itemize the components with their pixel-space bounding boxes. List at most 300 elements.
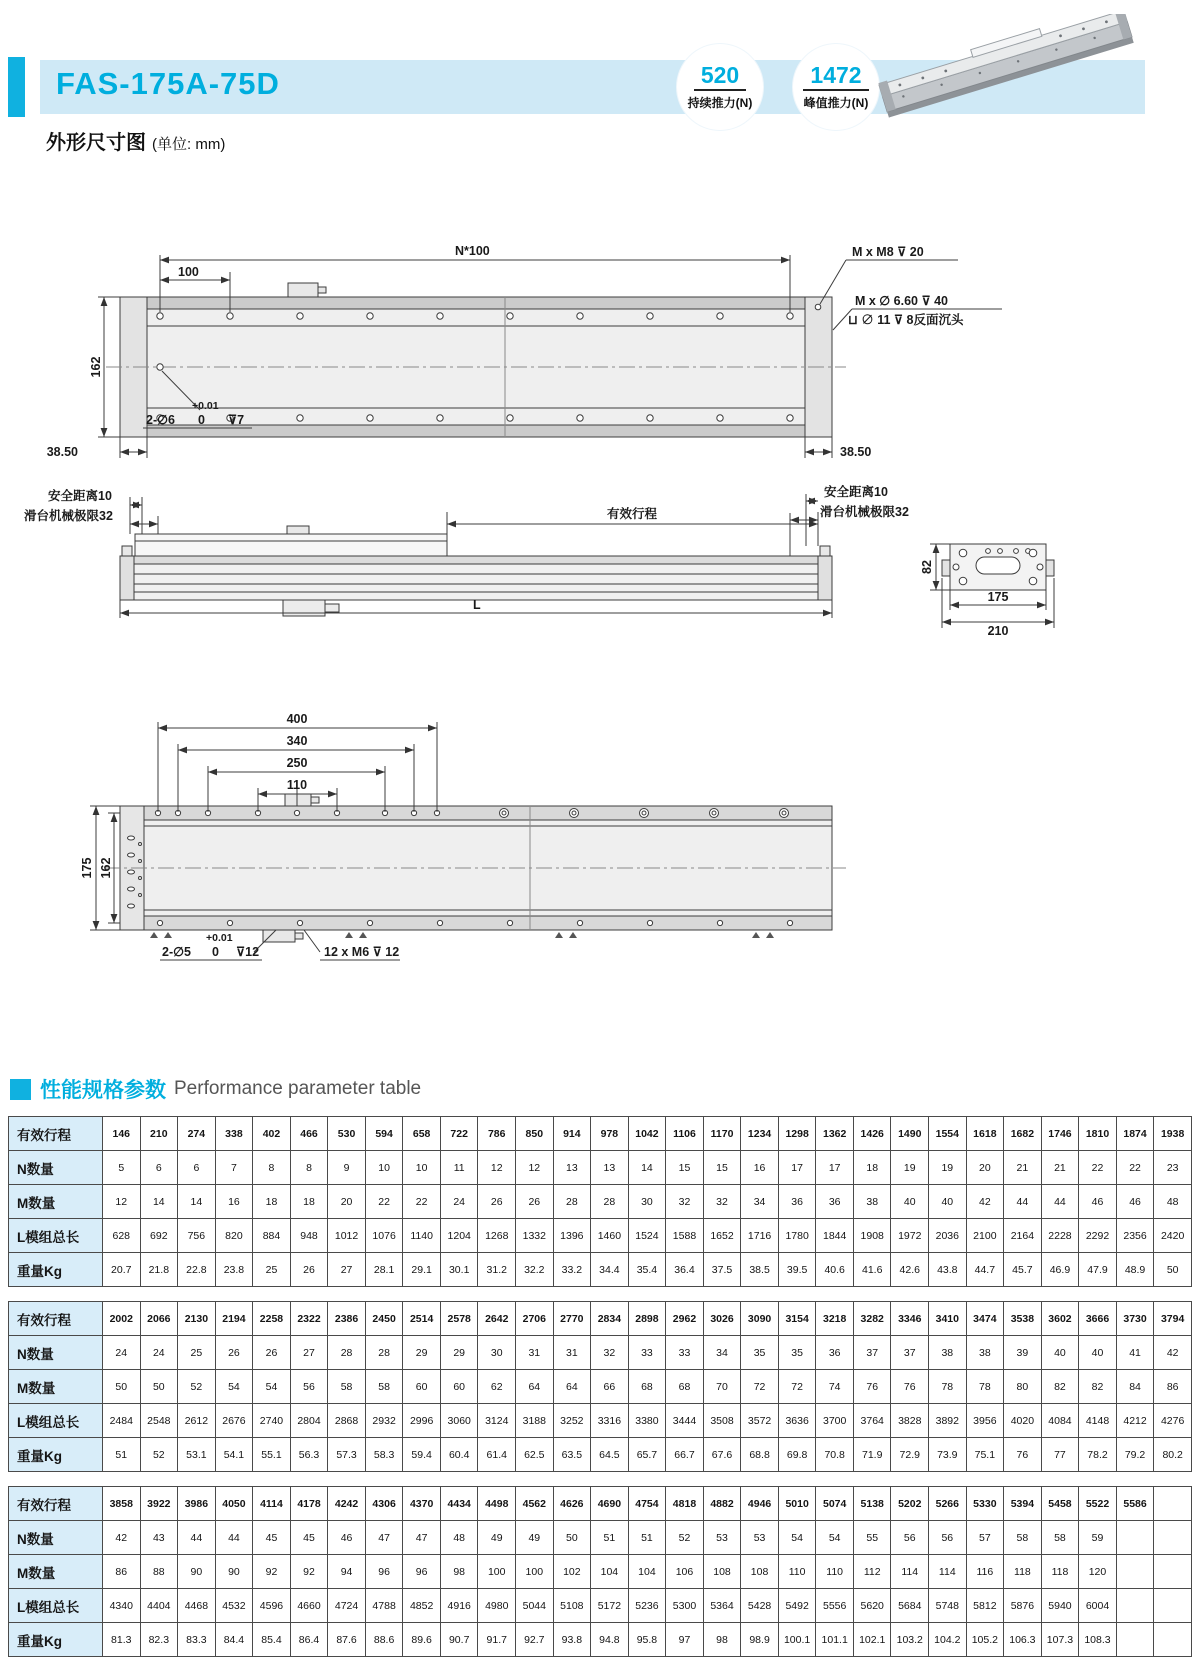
drawing-side-view	[24, 484, 1054, 638]
row-label: L模组总长	[9, 1219, 103, 1253]
cell: 47	[365, 1521, 403, 1555]
cell: 120	[1079, 1555, 1117, 1589]
stroke-value: 1810	[1079, 1117, 1117, 1151]
stroke-value: 3602	[1041, 1302, 1079, 1336]
cell: 106.3	[1004, 1623, 1042, 1657]
cell: 42	[1154, 1336, 1192, 1370]
drawing-top-view	[47, 244, 1002, 459]
dim-162-label: 162	[89, 356, 103, 378]
cell	[1154, 1589, 1192, 1623]
performance-table-1	[8, 1116, 1192, 1287]
stroke-value: 3410	[929, 1302, 967, 1336]
stroke-value: 3730	[1116, 1302, 1154, 1336]
cell: 35	[778, 1336, 816, 1370]
cell: 118	[1041, 1555, 1079, 1589]
stroke-value: 4306	[365, 1487, 403, 1521]
mech-limit-left-label: 滑台机械极限32	[24, 509, 113, 523]
cell: 3572	[741, 1404, 779, 1438]
cell: 68	[628, 1370, 666, 1404]
sensor-block-top	[285, 794, 311, 806]
dim-l-label: L	[473, 598, 481, 612]
cell: 114	[929, 1555, 967, 1589]
stroke-value: 5586	[1116, 1487, 1154, 1521]
stroke-value: 4498	[478, 1487, 516, 1521]
cell: 12	[516, 1151, 554, 1185]
row-label: M数量	[9, 1555, 103, 1589]
stroke-value: 274	[178, 1117, 216, 1151]
cell: 58	[365, 1370, 403, 1404]
cell: 10	[365, 1151, 403, 1185]
cell: 40	[929, 1185, 967, 1219]
cell: 65.7	[628, 1438, 666, 1472]
safety-distance-left-label: 安全距离10	[48, 489, 112, 503]
cell: 5556	[816, 1589, 854, 1623]
performance-title-cn: 性能规格参数	[40, 1079, 166, 1102]
cell: 56.3	[290, 1438, 328, 1472]
cell: 27	[328, 1253, 366, 1287]
cell: 4468	[178, 1589, 216, 1623]
table-row	[9, 1555, 1192, 1589]
cell: 34.4	[591, 1253, 629, 1287]
cell: 29.1	[403, 1253, 441, 1287]
cell: 4404	[140, 1589, 178, 1623]
cell: 5812	[966, 1589, 1004, 1623]
stroke-value: 1106	[666, 1117, 704, 1151]
stroke-value: 1042	[628, 1117, 666, 1151]
cell: 55	[853, 1521, 891, 1555]
cell: 1204	[440, 1219, 478, 1253]
cell: 48	[1154, 1185, 1192, 1219]
stroke-value: 5266	[929, 1487, 967, 1521]
cell: 30	[628, 1185, 666, 1219]
cell: 3124	[478, 1404, 516, 1438]
cell: 28	[553, 1185, 591, 1219]
row-label: N数量	[9, 1521, 103, 1555]
cell: 77	[1041, 1438, 1079, 1472]
cell: 118	[1004, 1555, 1042, 1589]
cell: 27	[290, 1336, 328, 1370]
cell: 98.9	[741, 1623, 779, 1657]
cell: 5364	[703, 1589, 741, 1623]
cell: 76	[1004, 1438, 1042, 1472]
cell: 2356	[1116, 1219, 1154, 1253]
cell: 19	[891, 1151, 929, 1185]
stroke-value: 850	[516, 1117, 554, 1151]
note-m6-label: 12 x M6 ⊽ 12	[324, 945, 400, 959]
cell: 7	[215, 1151, 253, 1185]
stroke-value: 5010	[778, 1487, 816, 1521]
cell: 41	[1116, 1336, 1154, 1370]
cell: 31.2	[478, 1253, 516, 1287]
page-title: FAS-175A-75D	[56, 66, 280, 101]
stroke-value: 1682	[1004, 1117, 1042, 1151]
cell: 31	[553, 1336, 591, 1370]
stroke-value: 4946	[741, 1487, 779, 1521]
cell: 47.9	[1079, 1253, 1117, 1287]
cell: 4148	[1079, 1404, 1117, 1438]
cell: 97	[666, 1623, 704, 1657]
note-m8-label: M x M8 ⊽ 20	[852, 245, 924, 259]
cell: 52	[140, 1438, 178, 1472]
cell: 13	[553, 1151, 591, 1185]
depth-label: ⊽12	[236, 945, 260, 959]
cell: 70.8	[816, 1438, 854, 1472]
tolerance-upper: +0.01	[192, 400, 219, 412]
row-label: 重量Kg	[9, 1253, 103, 1287]
row-label: 重量Kg	[9, 1623, 103, 1657]
cell: 2676	[215, 1404, 253, 1438]
stroke-value: 3474	[966, 1302, 1004, 1336]
stroke-value: 2898	[628, 1302, 666, 1336]
cell: 2548	[140, 1404, 178, 1438]
cell: 54.1	[215, 1438, 253, 1472]
cell: 43	[140, 1521, 178, 1555]
cell: 46	[1079, 1185, 1117, 1219]
cell: 38	[853, 1185, 891, 1219]
cell: 3508	[703, 1404, 741, 1438]
stroke-header-label: 有效行程	[9, 1487, 103, 1521]
cell: 76	[853, 1370, 891, 1404]
stroke-value: 978	[591, 1117, 629, 1151]
stroke-value: 4626	[553, 1487, 591, 1521]
cell: 29	[403, 1336, 441, 1370]
stroke-value: 3218	[816, 1302, 854, 1336]
carriage	[135, 534, 447, 556]
cell: 64	[516, 1370, 554, 1404]
cell: 92.7	[516, 1623, 554, 1657]
row-label: M数量	[9, 1185, 103, 1219]
cell: 60.4	[440, 1438, 478, 1472]
row-label: N数量	[9, 1151, 103, 1185]
cell: 88.6	[365, 1623, 403, 1657]
stroke-value: 4178	[290, 1487, 328, 1521]
cell: 1588	[666, 1219, 704, 1253]
cell: 25	[178, 1336, 216, 1370]
cell: 24	[440, 1185, 478, 1219]
stroke-value: 2706	[516, 1302, 554, 1336]
cell: 26	[516, 1185, 554, 1219]
cell: 37	[853, 1336, 891, 1370]
cell: 21	[1004, 1151, 1042, 1185]
cell: 2740	[253, 1404, 291, 1438]
cell: 84	[1116, 1370, 1154, 1404]
cell: 106	[666, 1555, 704, 1589]
stroke-value: 1618	[966, 1117, 1004, 1151]
cell: 12	[478, 1151, 516, 1185]
motor-block	[283, 600, 325, 616]
cell: 86	[1154, 1370, 1192, 1404]
cell: 2100	[966, 1219, 1004, 1253]
cell: 56	[290, 1370, 328, 1404]
cell: 86	[103, 1555, 141, 1589]
cell: 31	[516, 1336, 554, 1370]
cell: 50	[140, 1370, 178, 1404]
stroke-value: 466	[290, 1117, 328, 1151]
stroke-value: 146	[103, 1117, 141, 1151]
stroke-value: 402	[253, 1117, 291, 1151]
cell: 40.6	[816, 1253, 854, 1287]
cell: 5428	[741, 1589, 779, 1623]
tolerance-lower: 0	[198, 413, 205, 427]
cell: 82	[1041, 1370, 1079, 1404]
stroke-value: 3858	[103, 1487, 141, 1521]
tolerance-lower: 0	[212, 945, 219, 959]
cell: 8	[290, 1151, 328, 1185]
cell: 29	[440, 1336, 478, 1370]
row-label: N数量	[9, 1336, 103, 1370]
continuous-thrust-badge	[677, 44, 763, 130]
cell: 14	[178, 1185, 216, 1219]
stroke-value: 2962	[666, 1302, 704, 1336]
stroke-value: 1874	[1116, 1117, 1154, 1151]
cell: 76	[891, 1370, 929, 1404]
cell: 108	[703, 1555, 741, 1589]
stroke-value: 3282	[853, 1302, 891, 1336]
cell: 46	[328, 1521, 366, 1555]
table-row	[9, 1623, 1192, 1657]
table-row	[9, 1370, 1192, 1404]
cell: 59.4	[403, 1438, 441, 1472]
cell: 5940	[1041, 1589, 1079, 1623]
cell: 30	[478, 1336, 516, 1370]
cell: 756	[178, 1219, 216, 1253]
cell: 100	[516, 1555, 554, 1589]
cell: 82	[1079, 1370, 1117, 1404]
cell: 56	[929, 1521, 967, 1555]
cell: 34	[741, 1185, 779, 1219]
cell: 5492	[778, 1589, 816, 1623]
cell: 88	[140, 1555, 178, 1589]
cell: 5748	[929, 1589, 967, 1623]
cell: 23.8	[215, 1253, 253, 1287]
performance-tables	[8, 1116, 1192, 1671]
stroke-value: 2386	[328, 1302, 366, 1336]
cell: 110	[778, 1555, 816, 1589]
stroke-value: 2578	[440, 1302, 478, 1336]
drawing-bottom-view	[80, 712, 846, 960]
cell: 14	[140, 1185, 178, 1219]
cell: 70	[703, 1370, 741, 1404]
cell: 108	[741, 1555, 779, 1589]
cell: 104	[591, 1555, 629, 1589]
cell: 25	[253, 1253, 291, 1287]
cell: 64	[553, 1370, 591, 1404]
table-row	[9, 1438, 1192, 1472]
stroke-value: 3922	[140, 1487, 178, 1521]
stroke-value: 594	[365, 1117, 403, 1151]
stroke-value: 1170	[703, 1117, 741, 1151]
cell: 14	[628, 1151, 666, 1185]
stroke-value: 722	[440, 1117, 478, 1151]
cell: 51	[628, 1521, 666, 1555]
cell: 4788	[365, 1589, 403, 1623]
cell: 4660	[290, 1589, 328, 1623]
cell: 92	[290, 1555, 328, 1589]
cell: 36	[816, 1185, 854, 1219]
cell: 2164	[1004, 1219, 1042, 1253]
continuous-thrust-value: 520	[694, 63, 746, 90]
cell: 3764	[853, 1404, 891, 1438]
cell: 37.5	[703, 1253, 741, 1287]
cell: 2612	[178, 1404, 216, 1438]
performance-table-3	[8, 1486, 1192, 1657]
cell: 72	[778, 1370, 816, 1404]
note-m660-label: M x ∅ 6.60 ⊽ 40	[855, 294, 948, 308]
cell: 1460	[591, 1219, 629, 1253]
cell: 95.8	[628, 1623, 666, 1657]
cell: 4980	[478, 1589, 516, 1623]
stroke-value: 2834	[591, 1302, 629, 1336]
cell: 28.1	[365, 1253, 403, 1287]
cell: 48.9	[1116, 1253, 1154, 1287]
cell: 94	[328, 1555, 366, 1589]
cell: 50	[1154, 1253, 1192, 1287]
cell: 116	[966, 1555, 1004, 1589]
cell: 3700	[816, 1404, 854, 1438]
cell: 1652	[703, 1219, 741, 1253]
cell: 54	[816, 1521, 854, 1555]
cell: 5620	[853, 1589, 891, 1623]
stroke-value: 5394	[1004, 1487, 1042, 1521]
stroke-value	[1154, 1487, 1192, 1521]
table-row	[9, 1521, 1192, 1555]
cell: 2292	[1079, 1219, 1117, 1253]
performance-title-en: Performance parameter table	[174, 1078, 422, 1099]
stroke-value: 338	[215, 1117, 253, 1151]
table-row	[9, 1219, 1192, 1253]
stroke-value: 4114	[253, 1487, 291, 1521]
cell: 59	[1079, 1521, 1117, 1555]
cell: 60	[403, 1370, 441, 1404]
cell: 93.8	[553, 1623, 591, 1657]
stroke-value: 2066	[140, 1302, 178, 1336]
cell: 3956	[966, 1404, 1004, 1438]
stroke-value: 2002	[103, 1302, 141, 1336]
cell: 45	[290, 1521, 328, 1555]
table-row	[9, 1185, 1192, 1219]
cell: 43.8	[929, 1253, 967, 1287]
cell: 38.5	[741, 1253, 779, 1287]
table-row	[9, 1336, 1192, 1370]
stroke-value: 2642	[478, 1302, 516, 1336]
cell: 4532	[215, 1589, 253, 1623]
cell: 40	[1041, 1336, 1079, 1370]
cell: 5108	[553, 1589, 591, 1623]
cell: 68	[666, 1370, 704, 1404]
stroke-value: 3538	[1004, 1302, 1042, 1336]
dim-210-label: 210	[987, 624, 1009, 638]
cell: 13	[591, 1151, 629, 1185]
cell: 1524	[628, 1219, 666, 1253]
cell: 44	[215, 1521, 253, 1555]
cell	[1116, 1555, 1154, 1589]
cell: 72.9	[891, 1438, 929, 1472]
cell: 96	[365, 1555, 403, 1589]
cell: 44	[1004, 1185, 1042, 1219]
cell: 4852	[403, 1589, 441, 1623]
cell: 62.5	[516, 1438, 554, 1472]
cell: 58	[1041, 1521, 1079, 1555]
cell: 1012	[328, 1219, 366, 1253]
cell: 19	[929, 1151, 967, 1185]
cell: 108.3	[1079, 1623, 1117, 1657]
cell: 4276	[1154, 1404, 1192, 1438]
cell: 2932	[365, 1404, 403, 1438]
stroke-value: 3346	[891, 1302, 929, 1336]
cell: 39.5	[778, 1253, 816, 1287]
cell: 1076	[365, 1219, 403, 1253]
cross-section-view	[930, 544, 1054, 628]
cell	[1116, 1623, 1154, 1657]
cell: 1908	[853, 1219, 891, 1253]
cell: 48	[440, 1521, 478, 1555]
cell	[1116, 1589, 1154, 1623]
dim-250-label: 250	[286, 756, 308, 770]
cell: 3892	[929, 1404, 967, 1438]
dim-3850-right-label: 38.50	[840, 445, 872, 459]
cell: 17	[816, 1151, 854, 1185]
cell: 103.2	[891, 1623, 929, 1657]
cell: 3060	[440, 1404, 478, 1438]
stroke-value: 5522	[1079, 1487, 1117, 1521]
cell: 17	[778, 1151, 816, 1185]
cell: 628	[103, 1219, 141, 1253]
cell: 75.1	[966, 1438, 1004, 1472]
cell: 5	[103, 1151, 141, 1185]
stroke-value: 1746	[1041, 1117, 1079, 1151]
cell: 90	[215, 1555, 253, 1589]
stroke-value: 2322	[290, 1302, 328, 1336]
cell: 5044	[516, 1589, 554, 1623]
cell: 20	[966, 1151, 1004, 1185]
stroke-value: 3794	[1154, 1302, 1192, 1336]
cell: 78.2	[1079, 1438, 1117, 1472]
cell: 15	[666, 1151, 704, 1185]
cell: 20.7	[103, 1253, 141, 1287]
cell: 24	[103, 1336, 141, 1370]
stroke-value: 3666	[1079, 1302, 1117, 1336]
cell: 35.4	[628, 1253, 666, 1287]
dim-400-label: 400	[286, 712, 308, 726]
cell: 104	[628, 1555, 666, 1589]
cell: 16	[741, 1151, 779, 1185]
dim-175-label: 175	[987, 590, 1009, 604]
stroke-value: 2514	[403, 1302, 441, 1336]
cell: 3380	[628, 1404, 666, 1438]
cell: 3316	[591, 1404, 629, 1438]
cell: 23	[1154, 1151, 1192, 1185]
cell: 42.6	[891, 1253, 929, 1287]
cell: 4212	[1116, 1404, 1154, 1438]
cell: 5236	[628, 1589, 666, 1623]
stroke-value: 4050	[215, 1487, 253, 1521]
cell: 47	[403, 1521, 441, 1555]
cell: 18	[253, 1185, 291, 1219]
cell: 33	[666, 1336, 704, 1370]
cell: 1332	[516, 1219, 554, 1253]
continuous-thrust-label: 持续推力(N)	[687, 95, 753, 110]
cell: 79.2	[1116, 1438, 1154, 1472]
cell: 102	[553, 1555, 591, 1589]
cell: 78	[966, 1370, 1004, 1404]
dim-82-label: 82	[920, 560, 934, 574]
cell: 45	[253, 1521, 291, 1555]
stroke-value: 1938	[1154, 1117, 1192, 1151]
cell: 84.4	[215, 1623, 253, 1657]
cell: 100.1	[778, 1623, 816, 1657]
cell: 26	[215, 1336, 253, 1370]
stroke-value: 5074	[816, 1487, 854, 1521]
